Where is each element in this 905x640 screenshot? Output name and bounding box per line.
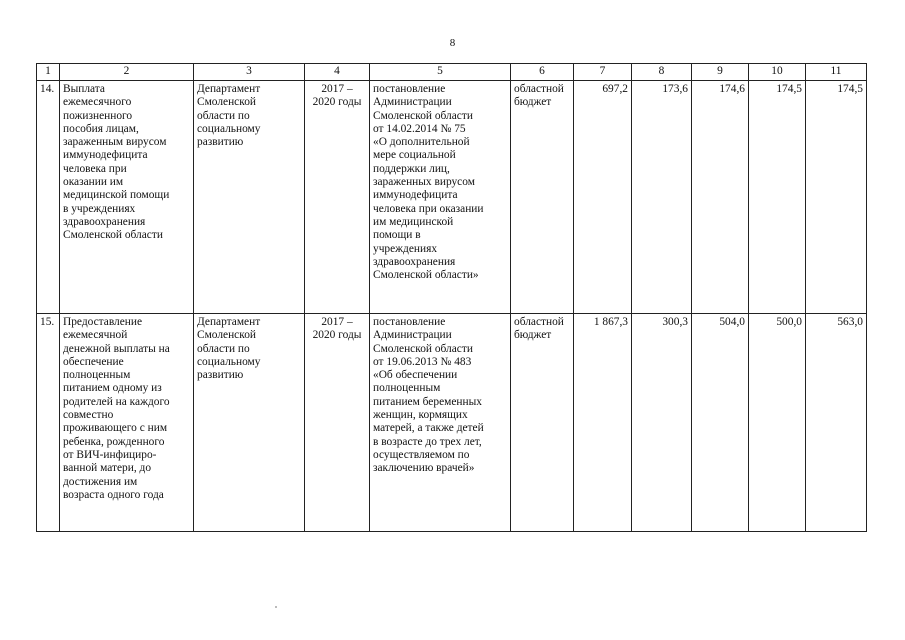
header-row <box>37 64 867 81</box>
funding-source: областной бюджет <box>511 81 574 314</box>
col-header-6: 6 <box>511 64 574 81</box>
amount-2018: 504,0 <box>692 314 749 532</box>
row-number: 15. <box>37 314 60 532</box>
scan-speck <box>275 606 277 608</box>
amount-2017: 300,3 <box>632 314 692 532</box>
amount-2017: 173,6 <box>632 81 692 314</box>
col-header-2: 2 <box>60 64 194 81</box>
table-row <box>37 314 867 532</box>
col-header-4: 4 <box>305 64 370 81</box>
period: 2017 – 2020 годы <box>305 314 370 532</box>
amount-2018: 174,6 <box>692 81 749 314</box>
executor: Департамент Смоленской области по социальному развитию <box>194 314 305 532</box>
total-amount: 1 867,3 <box>574 314 632 532</box>
legal-basis: постановление Администрации Смоленской области от 14.02.2014 № 75 «О дополнительной мере социальной поддержки лиц, зараженных вирусом иммунодефицита человека при оказании им медицинской помощи в учреждениях здравоохранения Смоленской области» <box>370 81 511 314</box>
amount-2019: 174,5 <box>749 81 806 314</box>
amount-2020: 563,0 <box>806 314 867 532</box>
row-number: 14. <box>37 81 60 314</box>
legal-basis: постановление Администрации Смоленской области от 19.06.2013 № 483 «Об обеспечении полноценным питанием беременных женщин, кормящих матерей, а также детей в возрасте до трех лет, осуществляемом по заключению врачей» <box>370 314 511 532</box>
executor: Департамент Смоленской области по социальному развитию <box>194 81 305 314</box>
funding-source: областной бюджет <box>511 314 574 532</box>
col-header-5: 5 <box>370 64 511 81</box>
col-header-1: 1 <box>37 64 60 81</box>
amount-2019: 500,0 <box>749 314 806 532</box>
program-table <box>36 63 867 532</box>
amount-2020: 174,5 <box>806 81 867 314</box>
col-header-10: 10 <box>749 64 806 81</box>
measure-name: Выплата ежемесячного пожизненного пособия лицам, зараженным вирусом иммунодефицита человека при оказании им медицинской помощи в учреждениях здравоохранения Смоленской области <box>60 81 194 314</box>
period: 2017 – 2020 годы <box>305 81 370 314</box>
col-header-11: 11 <box>806 64 867 81</box>
page-number: 8 <box>449 37 456 49</box>
col-header-9: 9 <box>692 64 749 81</box>
table-row <box>37 81 867 314</box>
col-header-8: 8 <box>632 64 692 81</box>
measure-name: Предоставление ежемесячной денежной выплаты на обеспечение полноценным питанием одному из родителей на каждого совместно проживающего с ним ребенка, рожденного от ВИЧ-инфициро- ванной матери, до достижения им возраста одного года <box>60 314 194 532</box>
col-header-7: 7 <box>574 64 632 81</box>
total-amount: 697,2 <box>574 81 632 314</box>
col-header-3: 3 <box>194 64 305 81</box>
